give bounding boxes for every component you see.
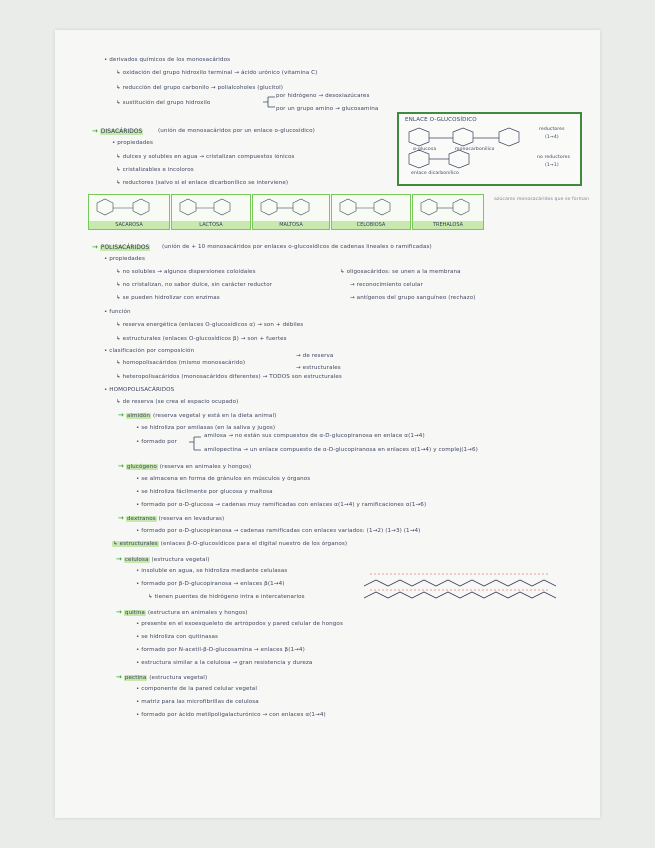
brace-icon bbox=[262, 94, 276, 110]
arrow-icon: → bbox=[116, 673, 122, 681]
line: • propiedades bbox=[112, 140, 153, 146]
arrow-icon: → bbox=[118, 462, 124, 470]
line: ↳ sustitución del grupo hidroxilo bbox=[116, 100, 211, 106]
line: ↳ cristalizables e incoloros bbox=[116, 167, 194, 173]
line: • formado por N-acetil-β-D-glucosamina → enlaces β(1→4) bbox=[136, 647, 305, 653]
line: ↳ oxidación del grupo hidroxilo terminal → ácido urónico (vitamina C) bbox=[116, 70, 318, 76]
enlace-side: no reductores bbox=[537, 155, 571, 160]
heading-pectina: pectina bbox=[124, 675, 147, 681]
line: ↳ oligosacáridos: se unen a la membrana bbox=[340, 269, 461, 275]
disaccharide-label: SACAROSA bbox=[89, 221, 169, 229]
quitina-def: (estructura en animales y hongos) bbox=[147, 610, 248, 616]
enlace-label: α-glucosa bbox=[413, 147, 437, 152]
line: ↳ tienen puentes de hidrógeno intra e intercatenarios bbox=[148, 594, 305, 600]
line: por un grupo amino → glucosamina bbox=[276, 106, 379, 112]
line: • formado por β-D-glucopiranosa → enlaces β(1→4) bbox=[136, 581, 285, 587]
line: • insoluble en agua, se hidroliza mediante celulasas bbox=[136, 568, 288, 574]
line: • formado por α-D-glucosa → cadenas muy ramificadas con enlaces α(1→4) y ramificaciones α(1→6) bbox=[136, 502, 427, 508]
enlace-title: ENLACE O-GLUCOSÍDICO bbox=[405, 117, 477, 123]
side-note: azúcares monosacáridos que se forman bbox=[494, 197, 590, 202]
disaccharide-card bbox=[88, 194, 170, 230]
disaccharide-label: CELOBIOSA bbox=[332, 221, 410, 229]
line: amilosa → no están sus compuestos de α-D-glucopiranosa en enlace α(1→4) bbox=[204, 433, 425, 439]
heading-almidon: almidón bbox=[126, 413, 151, 419]
line: • clasificación por composición bbox=[104, 348, 195, 354]
line: • se almacena en forma de gránulos en músculos y órganos bbox=[136, 476, 311, 482]
enlace-box bbox=[397, 112, 582, 186]
disaccharide-label: MALTOSA bbox=[253, 221, 329, 229]
subheading bbox=[118, 463, 251, 471]
line: por hidrógeno → desoxiazúcares bbox=[276, 93, 370, 99]
celulosa-def: (estructura vegetal) bbox=[151, 557, 210, 563]
disaccharide-card bbox=[171, 194, 251, 230]
section-heading bbox=[92, 128, 143, 136]
line: ↳ estructurales (enlaces O-glucosídicos β) → son + fuertes bbox=[116, 336, 287, 342]
line: • se hidroliza fácilmente por glucosa y maltosa bbox=[136, 489, 273, 495]
line: amilopectina → un enlace compuesto de α-D-glucopiranosa en enlaces α(1→4) y complej(1→6) bbox=[204, 447, 478, 453]
line: • se hidroliza con quitinasas bbox=[136, 634, 219, 640]
pectina-def: (estructura vegetal) bbox=[149, 675, 208, 681]
subheading bbox=[118, 412, 276, 420]
line: ↳ de reserva (se crea el espacio ocupado) bbox=[116, 399, 239, 405]
line: → antígenos del grupo sanguíneo (rechazo) bbox=[350, 295, 476, 301]
line: • función bbox=[104, 309, 131, 315]
line: • componente de la pared celular vegetal bbox=[136, 686, 257, 692]
line: ↳ reserva energética (enlaces O-glucosídicos α) → son + débiles bbox=[116, 322, 304, 328]
enlace-label: monocarbonílico bbox=[455, 147, 495, 152]
subheading bbox=[112, 542, 347, 548]
line: ↳ dulces y solubles en agua → cristalizan compuestos iónicos bbox=[116, 154, 295, 160]
brace-icon bbox=[188, 434, 202, 454]
arrow-icon: → bbox=[116, 608, 122, 616]
almidon-def: (reserva vegetal y está en la dieta animal) bbox=[152, 413, 277, 419]
heading-glucogeno: glucógeno bbox=[126, 464, 157, 470]
line: • formado por α-D-glucopiranosa → cadenas ramificadas con enlaces variados: (1→2) (1→3) (1→4) bbox=[136, 528, 421, 534]
subheading bbox=[118, 515, 224, 523]
line: • formado por bbox=[136, 439, 177, 445]
heading-quitina: quitina bbox=[124, 610, 145, 616]
line: ↳ homopolisacáridos (mismo monosacárido) bbox=[116, 360, 246, 366]
glucogeno-def: (reserva en animales y hongos) bbox=[159, 464, 252, 470]
enlace-side: (1→4) bbox=[545, 135, 559, 140]
heading-disacaridos: DISACÁRIDOS bbox=[100, 129, 143, 135]
arrow-icon: → bbox=[92, 127, 98, 135]
line: • estructura similar a la celulosa → gran resistencia y dureza bbox=[136, 660, 313, 666]
line: • derivados químicos de los monosacáridos bbox=[104, 57, 231, 63]
line: • matriz para las microfibrillas de celulosa bbox=[136, 699, 259, 705]
line: • propiedades bbox=[104, 256, 145, 262]
line: ↳ no solubles → algunos dispersiones coloidales bbox=[116, 269, 256, 275]
disaccharide-card bbox=[331, 194, 411, 230]
line: • se hidroliza por amilasas (en la saliva y jugos) bbox=[136, 425, 276, 431]
line: ↳ heteropolisacáridos (monosacáridos diferentes) → TODOS son estructurales bbox=[116, 374, 342, 380]
line: ↳ no cristalizan, no sabor dulce, sin carácter reductor bbox=[116, 282, 273, 288]
line: ↳ reducción del grupo carbonilo → polialcoholes (glucitol) bbox=[116, 85, 284, 91]
line: → estructurales bbox=[296, 365, 341, 371]
line: (unión de monosacáridos por un enlace o-glucosídico) bbox=[158, 128, 315, 134]
line: → de reserva bbox=[296, 353, 334, 359]
line: • presente en el exoesqueleto de artrópodos y pared celular de hongos bbox=[136, 621, 343, 627]
subheading bbox=[116, 609, 248, 617]
section-heading bbox=[92, 244, 150, 252]
disaccharide-card bbox=[412, 194, 484, 230]
cellulose-chain-diagram bbox=[360, 566, 560, 602]
dextranos-def: (reserva en levaduras) bbox=[158, 516, 225, 522]
line: ↳ reductores (salvo si el enlace dicarbonílico se interviene) bbox=[116, 180, 289, 186]
arrow-icon: → bbox=[118, 411, 124, 419]
enlace-side: reductores bbox=[539, 127, 565, 132]
subheading bbox=[116, 556, 210, 564]
line: (unión de + 10 monosacáridos por enlaces o-glucosídicos de cadenas lineales o ramificadas) bbox=[162, 244, 432, 250]
estructurales-def: (enlaces β-O-glucosídicos para el digital nuestro de los órganos) bbox=[160, 541, 348, 547]
heading-polisacaridos: POLISACÁRIDOS bbox=[100, 245, 150, 251]
disaccharide-label: LACTOSA bbox=[172, 221, 250, 229]
heading-celulosa: celulosa bbox=[124, 557, 149, 563]
arrow-icon: → bbox=[92, 243, 98, 251]
arrow-icon: → bbox=[118, 514, 124, 522]
enlace-side: (1→1) bbox=[545, 163, 559, 168]
disaccharide-card bbox=[252, 194, 330, 230]
arrow-icon: → bbox=[116, 555, 122, 563]
enlace-label: enlace dicarbonílico bbox=[411, 171, 459, 176]
heading-dextranos: dextranos bbox=[126, 516, 156, 522]
line: ↳ se pueden hidrolizar con enzimas bbox=[116, 295, 220, 301]
disaccharide-label: TREHALOSA bbox=[413, 221, 483, 229]
line: • HOMOPOLISACÁRIDOS bbox=[104, 387, 175, 393]
subheading bbox=[116, 674, 207, 682]
line: → reconocimiento celular bbox=[350, 282, 423, 288]
line: • formado por ácido metilpoligalacturónico → con enlaces α(1→4) bbox=[136, 712, 326, 718]
heading-estructurales: ↳ estructurales bbox=[113, 541, 158, 547]
